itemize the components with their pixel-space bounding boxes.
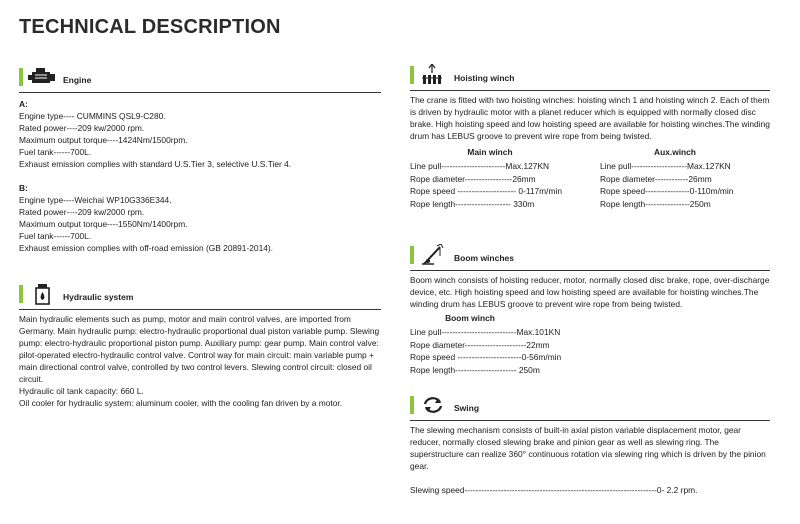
swing-text: The slewing mechanism consists of built-in axial piston variable displacement motor, gear reducer, normally closed slewing brake and pinion gear as well as slewing ring. The superstructure can realize 360° continuous rotation via slewing ring which is driven by the pinion gear.: [410, 425, 769, 471]
spec-line: Line pull---------------------------Max.101KN: [410, 327, 561, 337]
engine-a-line: Engine type---- CUMMINS QSL9-C280.: [19, 111, 166, 121]
accent-bar: [410, 396, 414, 414]
engine-b-line: Rated power----209 kw/2000 rpm.: [19, 207, 145, 217]
hoisting-section: [410, 64, 773, 210]
engine-a-line: Maximum output torque----1424Nm/1500rpm.: [19, 135, 188, 145]
hydraulic-text: Main hydraulic elements such as pump, motor and main control valves, are imported from Germany. Main hydraulic pump: electro-hydraulic proportional dual piston variable pump. Slewing pump: electro-hydraulic proportional piston pump. Auxiliary pump: gear pump. Main control valve: pilot-operated electro-hydraulic control valve. Control way for main circuit: main variable pump + main directional control valve, controlled by two control levers. Slewing control circuit: closed oil circuit. Hydraulic oil tank capacity: 660 L. Oil cooler for hydraulic system: aluminum cooler, with the cooling fan driven by a motor.: [19, 314, 380, 408]
engine-b-line: Maximum output torque----1550Nm/1400rpm.: [19, 219, 188, 229]
boom-text: Boom winch consists of hoisting reducer, motor, normally closed disc brake, rope, over-discharge device, etc. High hoisting speed and low hoisting speed are available for hoisting winches.The winding drum has LEBUS groove to prevent wire rope from being twisted.: [410, 275, 772, 309]
accent-bar: [410, 66, 414, 84]
page-title: TECHNICAL DESCRIPTION: [19, 16, 281, 38]
boom-winch-icon: [418, 244, 448, 266]
engine-a-line: Rated power----209 kw/2000 rpm.: [19, 123, 145, 133]
swing-title: Swing: [454, 403, 480, 413]
accent-bar: [410, 246, 414, 264]
engine-title: Engine: [63, 75, 92, 85]
spec-line: Rope speed -----------------------0-56m/min: [410, 352, 562, 362]
accent-bar: [19, 68, 23, 86]
spec-line: Rope diameter----------------------22mm: [410, 339, 550, 350]
boom-section: [410, 244, 770, 376]
hoist-winch-icon: [418, 64, 448, 86]
swing-header: [410, 394, 770, 421]
hoisting-title: Hoisting winch: [454, 73, 515, 83]
hoisting-text: The crane is fitted with two hoisting winches: hoisting winch 1 and hoisting winch 2. Each of them is driven by hydraulic motor with a planet reducer which is equipped with normally closed disc brake. High hoisting speed and low hoisting speed are available for hoisting winches.The winding drum has LEBUS groove to prevent wire rope from being twisted.: [410, 95, 773, 141]
aux-winch-title: Aux.winch: [654, 147, 696, 157]
hydraulic-header: [19, 283, 381, 310]
engine-a-line: Exhaust emission complies with standard U.S.Tier 3, selective U.S.Tier 4.: [19, 159, 292, 169]
engine-b-line: Engine type----Weichai WP10G336E344.: [19, 195, 172, 205]
spec-line: Rope length----------------250m: [600, 198, 711, 209]
spec-line: Line pull-----------------------Max.127KN: [410, 161, 550, 171]
boom-title: Boom winches: [454, 253, 514, 263]
engine-b-line: Exhaust emission complies with off-road emission (GB 20891-2014).: [19, 243, 274, 253]
slewing-speed-line: Slewing speed---------------------------------------------------------------------0- 2.2 rpm.: [410, 485, 698, 495]
swing-section: [410, 394, 770, 497]
engine-b-label: B:: [19, 183, 28, 193]
spec-line: Rope length-------------------- 330m: [410, 198, 535, 209]
boom-winch-specs: [410, 312, 600, 376]
spec-line: Rope length---------------------- 250m: [410, 364, 540, 375]
hoisting-header: [410, 64, 770, 91]
engine-header: [19, 66, 381, 93]
engine-icon: [27, 66, 57, 88]
hydraulic-title: Hydraulic system: [63, 292, 134, 302]
boom-header: [410, 244, 770, 271]
accent-bar: [19, 285, 23, 303]
spec-line: Rope diameter------------26mm: [600, 173, 712, 184]
hydraulic-section: [19, 283, 381, 409]
rotate-icon: [418, 394, 448, 416]
spec-line: Rope diameter-----------------26mm: [410, 173, 536, 184]
engine-a-label: A:: [19, 99, 28, 109]
oil-can-icon: [27, 283, 57, 305]
engine-section: [19, 66, 381, 254]
spec-line: Rope speed----------------0-110m/min: [600, 186, 734, 196]
engine-b-line: Fuel tank------700L.: [19, 231, 92, 241]
engine-a-line: Fuel tank------700L.: [19, 147, 92, 157]
aux-winch-specs: [600, 146, 770, 210]
main-winch-title: Main winch: [467, 147, 513, 157]
spec-line: Line pull--------------------Max.127KN: [600, 161, 731, 171]
boom-winch-title: Boom winch: [445, 313, 495, 323]
main-winch-specs: [410, 146, 600, 210]
spec-line: Rope speed --------------------- 0-117m/min: [410, 186, 562, 196]
